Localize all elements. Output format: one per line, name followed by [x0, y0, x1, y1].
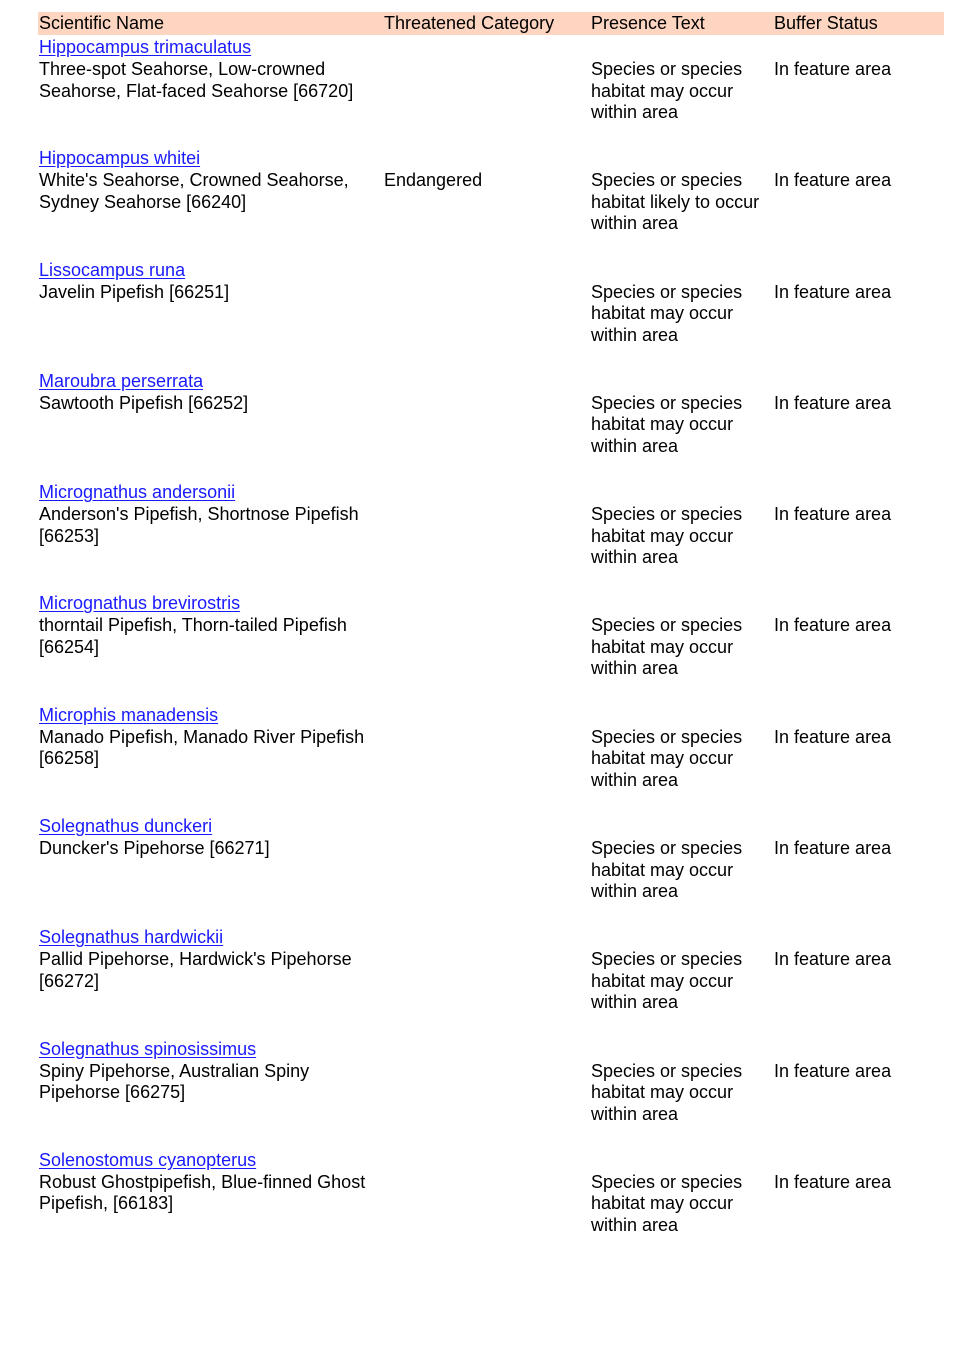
- header-buffer-status: Buffer Status: [774, 13, 878, 33]
- scientific-name-link[interactable]: Maroubra perserrata: [39, 370, 204, 391]
- scientific-name-link[interactable]: Solegnathus hardwickii: [39, 927, 224, 948]
- table-row: [38, 480, 944, 591]
- table-row: [38, 814, 944, 925]
- presence-text: Species or species habitat may occur within area: [591, 949, 743, 1013]
- presence-text: Species or species habitat may occur within area: [591, 615, 743, 679]
- threatened-category: [383, 282, 590, 347]
- presence-text: Species or species habitat likely to occur within area: [591, 170, 760, 234]
- header-presence-text: Presence Text: [591, 13, 705, 33]
- scientific-name-link[interactable]: Microphis manadensis: [39, 704, 219, 725]
- buffer-status: In feature area: [774, 1060, 892, 1081]
- scientific-name-link[interactable]: Hippocampus whitei: [39, 148, 201, 169]
- buffer-status: In feature area: [774, 726, 892, 747]
- common-name: thorntail Pipefish, Thorn-tailed Pipefish [66254]: [39, 615, 347, 657]
- common-name: Spiny Pipehorse, Australian Spiny Pipehorse [66275]: [39, 1060, 310, 1103]
- common-name: Sawtooth Pipefish [66252]: [39, 392, 249, 413]
- buffer-status: In feature area: [774, 392, 892, 413]
- table-row: [38, 591, 944, 702]
- scientific-name-link[interactable]: Micrognathus brevirostris: [39, 593, 241, 614]
- threatened-category: [383, 1061, 590, 1126]
- scientific-name-link[interactable]: Hippocampus trimaculatus: [39, 37, 252, 57]
- threatened-category: [383, 949, 590, 1014]
- common-name: Pallid Pipehorse, Hardwick's Pipehorse [66272]: [39, 949, 352, 991]
- buffer-status: In feature area: [774, 838, 892, 859]
- common-name: Manado Pipefish, Manado River Pipefish [66258]: [39, 726, 365, 769]
- table-row: [38, 369, 944, 480]
- threatened-category: [383, 727, 590, 792]
- table-row: [38, 1148, 944, 1259]
- table-row: [38, 146, 944, 257]
- common-name: Duncker's Pipehorse [66271]: [39, 838, 270, 859]
- header-scientific-name: Scientific Name: [39, 13, 165, 33]
- buffer-status: In feature area: [774, 59, 892, 79]
- threatened-category: Endangered: [384, 170, 483, 191]
- table-row: [38, 1037, 944, 1148]
- threatened-category: [383, 838, 590, 903]
- table-header: [38, 12, 944, 35]
- common-name: Robust Ghostpipefish, Blue-finned Ghost Pipefish, [66183]: [39, 1171, 366, 1214]
- common-name: Three-spot Seahorse, Low-crowned Seahorse, Flat-faced Seahorse [66720]: [39, 59, 354, 101]
- threatened-category: [383, 393, 590, 458]
- buffer-status: In feature area: [774, 1171, 892, 1192]
- presence-text: Species or species habitat may occur within area: [591, 59, 743, 122]
- buffer-status: In feature area: [774, 170, 892, 191]
- presence-text: Species or species habitat may occur within area: [591, 392, 743, 456]
- scientific-name-link[interactable]: Micrognathus andersonii: [39, 482, 236, 503]
- buffer-status: In feature area: [774, 281, 892, 302]
- buffer-status: In feature area: [774, 504, 892, 525]
- presence-text: Species or species habitat may occur within area: [591, 838, 743, 902]
- buffer-status: In feature area: [774, 615, 892, 636]
- threatened-category: [383, 615, 590, 680]
- species-table: [38, 12, 944, 1259]
- table-row: [38, 925, 944, 1036]
- threatened-category: [383, 1172, 590, 1237]
- table-row: [38, 258, 944, 369]
- table-row: [38, 35, 944, 146]
- table-row: [38, 703, 944, 814]
- scientific-name-link[interactable]: Lissocampus runa: [39, 259, 186, 280]
- presence-text: Species or species habitat may occur within area: [591, 1060, 743, 1124]
- threatened-category: [383, 59, 590, 124]
- threatened-category: [383, 504, 590, 569]
- scientific-name-link[interactable]: Solegnathus spinosissimus: [39, 1038, 257, 1059]
- common-name: Javelin Pipefish [66251]: [39, 281, 230, 302]
- common-name: Anderson's Pipefish, Shortnose Pipefish [66253]: [39, 504, 359, 546]
- presence-text: Species or species habitat may occur within area: [591, 504, 743, 568]
- header-threatened-category: Threatened Category: [384, 13, 555, 33]
- scientific-name-link[interactable]: Solenostomus cyanopterus: [39, 1149, 257, 1170]
- presence-text: Species or species habitat may occur within area: [591, 1171, 743, 1235]
- common-name: White's Seahorse, Crowned Seahorse, Sydney Seahorse [66240]: [39, 170, 349, 212]
- scientific-name-link[interactable]: Solegnathus dunckeri: [39, 816, 213, 837]
- buffer-status: In feature area: [774, 949, 892, 970]
- presence-text: Species or species habitat may occur within area: [591, 726, 743, 790]
- presence-text: Species or species habitat may occur within area: [591, 281, 743, 345]
